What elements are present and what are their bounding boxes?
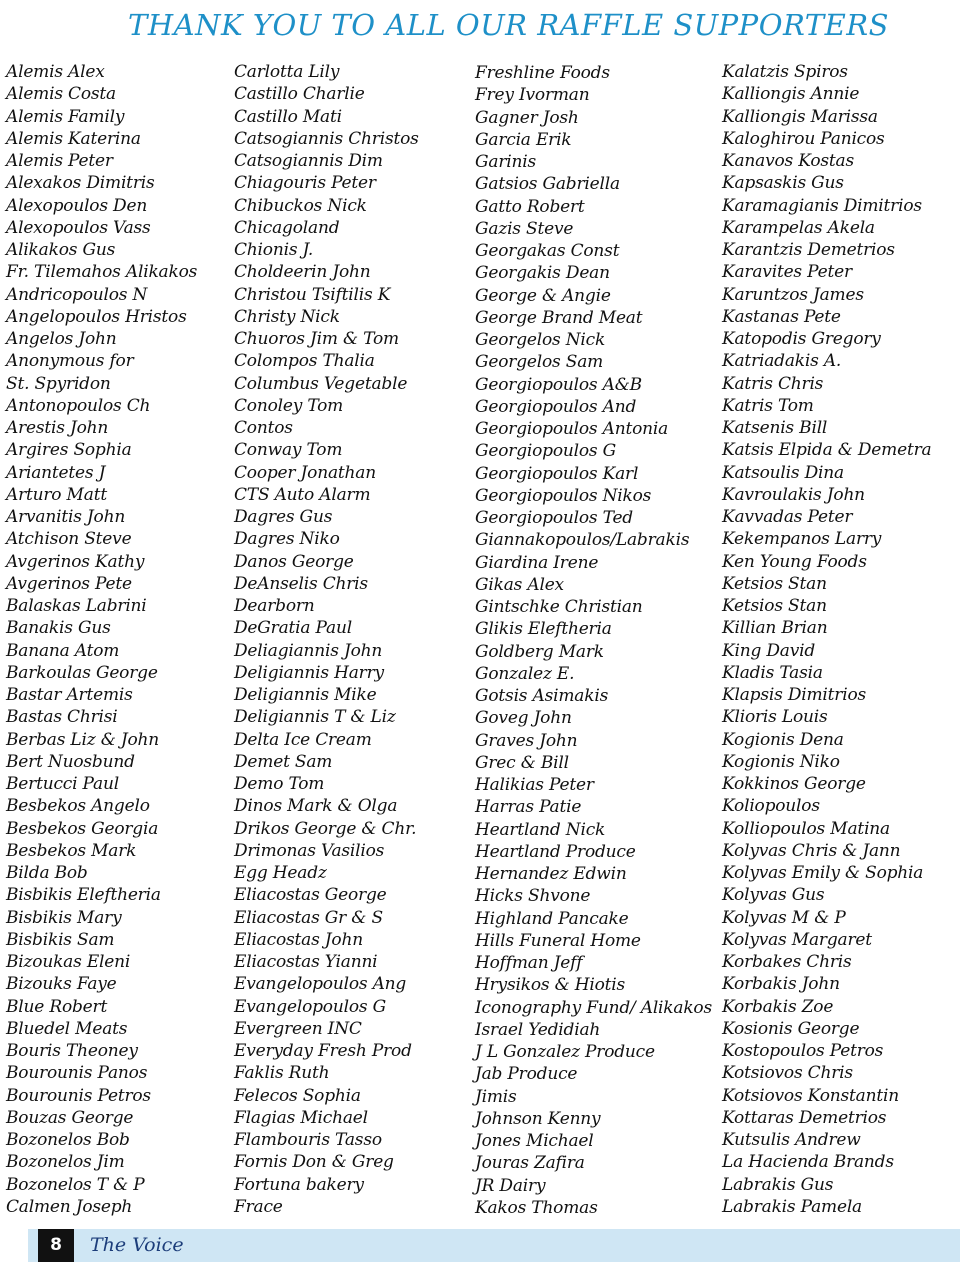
supporter-name: CTS Auto Alarm [234, 484, 371, 505]
supporter-name: Karamagianis Dimitrios [722, 195, 922, 216]
supporter-name: Gikas Alex [475, 574, 564, 595]
supporter-name: Goldberg Mark [475, 641, 604, 662]
supporter-name: Kotsiovos Chris [722, 1063, 853, 1084]
supporter-name: Bilda Bob [6, 863, 88, 883]
supporter-name: Labrakis Gus [722, 1174, 834, 1195]
supporter-name: Kastanas Pete [722, 306, 841, 327]
supporter-name: Bert Nuosbund [6, 751, 135, 772]
supporter-name: Garcia Erik [475, 129, 572, 150]
supporter-name: Kolyvas Margaret [722, 929, 872, 950]
supporter-name: Katris Tom [722, 395, 814, 416]
supporter-name: Kavvadas Peter [722, 507, 853, 527]
supporter-name: Klapsis Dimitrios [722, 685, 867, 705]
supporter-name: Heartland Produce [475, 841, 636, 862]
supporter-name: Faklis Ruth [234, 1063, 330, 1084]
supporter-name: Kalliongis Marissa [722, 106, 878, 127]
supporter-name: Fortuna bakery [234, 1174, 364, 1195]
supporter-name: Choldeerin John [234, 262, 371, 283]
supporter-name: Eliacostas Yianni [234, 952, 378, 972]
supporter-name: DeAnselis Chris [234, 573, 368, 594]
supporter-name: Conway Tom [234, 440, 343, 461]
supporter-name: Avgerinos Kathy [6, 551, 145, 572]
supporter-name: Cooper Jonathan [234, 462, 376, 483]
supporter-name: Georgiopoulos G [475, 441, 617, 462]
page-number: 8 [38, 1229, 74, 1262]
supporter-name: Hrysikos & Hiotis [475, 975, 626, 996]
supporter-name: Gatto Robert [475, 196, 585, 217]
supporter-name: Demo Tom [234, 774, 325, 794]
supporter-name: Bouris Theoney [6, 1041, 138, 1061]
supporter-name: Hernandez Edwin [475, 864, 627, 884]
supporter-name: Everyday Fresh Prod [234, 1041, 412, 1061]
supporter-name: Balaskas Labrini [6, 596, 147, 616]
supporter-name: Gazis Steve [475, 218, 574, 239]
supporter-name: Glikis Eleftheria [475, 619, 612, 640]
supporter-name: Egg Headz [234, 863, 327, 883]
supporter-name: Korbakis Zoe [722, 996, 834, 1017]
supporter-name: DeGratia Paul [234, 618, 352, 639]
supporter-name: Kosionis George [722, 1018, 860, 1039]
supporter-name: La Hacienda Brands [722, 1152, 894, 1173]
supporter-name: Koliopoulos [722, 796, 820, 817]
supporter-name: Hicks Shvone [475, 886, 591, 907]
page-title: THANK YOU TO ALL OUR RAFFLE SUPPORTERS [128, 8, 890, 42]
supporter-name: Kogionis Dena [722, 729, 844, 750]
supporter-name: Carlotta Lily [234, 62, 340, 82]
supporter-name: Kutsulis Andrew [722, 1130, 861, 1150]
supporter-name: Evangelopoulos G [234, 996, 386, 1017]
supporter-name: Contos [234, 418, 293, 438]
supporter-name: Anonymous for [6, 351, 134, 372]
supporters-column-1 [6, 61, 197, 1218]
supporter-name: Deliagiannis John [234, 640, 383, 661]
supporter-name: Korbakis John [722, 974, 840, 995]
supporter-name: Ken Young Foods [722, 551, 867, 572]
supporter-name: Ariantetes J [6, 462, 106, 483]
supporter-name: Kostopoulos Petros [722, 1041, 884, 1061]
supporter-name: Bisbikis Sam [6, 929, 115, 950]
supporter-name: Bastar Artemis [6, 685, 133, 705]
supporter-name: Harras Patie [475, 797, 582, 818]
supporter-name: Katriadakis A. [722, 351, 842, 372]
supporter-name: Christou Tsiftilis K [234, 284, 391, 305]
supporter-name: Georgiopoulos Ted [475, 508, 633, 528]
supporter-name: Calmen Joseph [6, 1196, 133, 1217]
supporter-name: Georgakis Dean [475, 263, 610, 284]
supporter-name: Bozonelos T & P [6, 1174, 145, 1195]
supporter-name: Alemis Katerina [6, 128, 141, 149]
supporter-name: Jab Produce [475, 1064, 578, 1085]
supporter-name: Kavroulakis John [722, 484, 865, 505]
supporter-name: Fornis Don & Greg [234, 1152, 394, 1173]
supporter-name: Castillo Mati [234, 106, 342, 127]
supporter-name: Killian Brian [722, 618, 828, 639]
supporter-name: Georgiopoulos Karl [475, 463, 639, 484]
supporter-name: Blue Robert [6, 996, 108, 1017]
supporter-name: Georgelos Nick [475, 330, 606, 350]
supporter-name: Jouras Zafira [475, 1153, 585, 1174]
supporter-name: Kolyvas Gus [722, 885, 825, 906]
supporter-name: Bourounis Petros [6, 1085, 151, 1106]
supporter-name: Columbus Vegetable [234, 373, 408, 394]
supporter-name: Gintschke Christian [475, 597, 643, 617]
supporter-name: Argires Sophia [6, 440, 132, 461]
supporter-name: Drikos George & Chr. [234, 818, 417, 839]
supporter-name: Katsoulis Dina [722, 462, 844, 483]
supporter-name: Karantzis Demetrios [722, 240, 895, 260]
supporter-name: Banakis Gus [6, 618, 111, 639]
supporter-name: Kogionis Niko [722, 751, 840, 772]
supporter-name: Evangelopoulos Ang [234, 974, 407, 995]
supporter-name: Avgerinos Pete [6, 573, 132, 594]
supporter-name: Alemis Costa [6, 84, 116, 105]
supporter-name: Demet Sam [234, 751, 333, 772]
supporter-name: Alemis Family [6, 106, 125, 127]
supporter-name: Chicagoland [234, 217, 340, 238]
supporter-name: Colompos Thalia [234, 351, 375, 372]
supporter-name: Georgiopoulos And [475, 396, 637, 417]
supporter-name: Besbekos Angelo [6, 796, 150, 817]
supporter-name: Kapsaskis Gus [722, 173, 844, 194]
supporter-name: Katopodis Gregory [722, 329, 881, 349]
supporters-column-4 [722, 61, 931, 1218]
supporter-name: Dinos Mark & Olga [234, 796, 398, 817]
supporter-name: Grec & Bill [475, 752, 569, 773]
supporter-name: Klioris Louis [722, 707, 828, 728]
supporter-name: Heartland Nick [475, 819, 606, 840]
supporter-name: Giardina Irene [475, 552, 599, 573]
supporter-name: Danos George [234, 551, 354, 572]
supporter-name: Alexopoulos Vass [6, 217, 151, 238]
supporter-name: Katris Chris [722, 373, 824, 394]
supporter-name: Karavites Peter [722, 262, 852, 283]
supporter-name: Freshline Foods [475, 63, 610, 83]
supporter-name: Bertucci Paul [6, 774, 119, 794]
supporter-name: Georgakas Const [475, 241, 620, 261]
supporter-name: Labrakis Pamela [722, 1196, 862, 1217]
supporter-name: Ketsios Stan [722, 596, 827, 616]
supporter-name: J L Gonzalez Produce [475, 1042, 655, 1062]
supporter-name: Arturo Matt [6, 484, 107, 505]
supporter-name: Johnson Kenny [475, 1108, 601, 1129]
supporter-name: Frey Ivorman [475, 85, 590, 106]
supporter-name: Kaloghirou Panicos [722, 128, 885, 149]
supporter-name: Hoffman Jeff [475, 953, 583, 973]
supporter-name: Angelopoulos Hristos [6, 306, 187, 327]
supporter-name: Gagner Josh [475, 107, 579, 128]
supporter-name: Kolliopoulos Matina [722, 818, 890, 839]
supporter-name: Atchison Steve [6, 529, 132, 550]
supporter-name: Alemis Alex [6, 62, 105, 82]
supporter-name: Korbakes Chris [722, 952, 852, 972]
supporter-name: Felecos Sophia [234, 1085, 361, 1106]
supporter-name: Karuntzos James [722, 284, 864, 305]
supporter-name: Catsogiannis Dim [234, 151, 383, 171]
supporter-name: Ketsios Stan [722, 573, 827, 594]
supporter-name: George Brand Meat [475, 307, 643, 328]
supporter-name: Kalliongis Annie [722, 84, 860, 105]
supporter-name: King David [722, 640, 816, 661]
supporter-name: Angelos John [6, 329, 117, 349]
supporter-name: Kottaras Demetrios [722, 1107, 887, 1128]
supporter-name: Chibuckos Nick [234, 195, 367, 216]
supporter-name: Highland Pancake [475, 908, 629, 929]
supporter-name: Bozonelos Jim [6, 1152, 125, 1173]
supporter-name: Evergreen INC [234, 1018, 362, 1039]
supporter-name: Kladis Tasia [722, 662, 823, 683]
supporter-name: Gonzalez E. [475, 663, 575, 684]
supporter-name: Israel Yedidiah [475, 1019, 601, 1040]
supporter-name: Eliacostas Gr & S [234, 907, 383, 928]
supporters-column-2 [234, 61, 419, 1218]
supporter-name: Alemis Peter [6, 151, 113, 171]
supporter-name: Bourounis Panos [6, 1063, 148, 1084]
supporter-name: Arestis John [6, 418, 109, 438]
supporter-name: Bozonelos Bob [6, 1130, 130, 1150]
supporter-name: Barkoulas George [6, 662, 158, 683]
supporter-name: Hills Funeral Home [475, 930, 641, 951]
supporter-name: Berbas Liz & John [6, 729, 159, 750]
supporter-name: Katsenis Bill [722, 418, 828, 438]
supporter-name: Besbekos Mark [6, 840, 137, 861]
supporter-name: Graves John [475, 730, 578, 751]
supporter-name: Chiagouris Peter [234, 173, 376, 194]
supporter-name: Besbekos Georgia [6, 818, 159, 839]
supporters-column-3 [475, 62, 712, 1219]
supporter-name: Gotsis Asimakis [475, 686, 609, 706]
supporter-name: Banana Atom [6, 640, 120, 661]
supporter-name: Iconography Fund/ Alikakos [475, 997, 712, 1018]
supporter-name: Castillo Charlie [234, 84, 365, 105]
supporter-name: Eliacostas John [234, 929, 363, 950]
supporter-name: Katsis Elpida & Demetra [722, 440, 932, 461]
supporter-name: Catsogiannis Christos [234, 128, 419, 149]
supporter-name: Georgiopoulos A&B [475, 374, 642, 395]
supporter-name: Bisbikis Mary [6, 907, 122, 928]
supporter-name: Delta Ice Cream [234, 729, 372, 750]
supporter-name: Arvanitis John [6, 507, 126, 527]
supporter-name: Kolyvas M & P [722, 907, 846, 928]
supporter-name: Bizouks Faye [6, 974, 117, 995]
supporter-name: Alikakos Gus [6, 240, 116, 260]
supporter-name: Kakos Thomas [475, 1197, 598, 1218]
supporter-name: Antonopoulos Ch [6, 395, 151, 416]
supporter-name: Giannakopoulos/Labrakis [475, 530, 690, 551]
supporter-name: Kolyvas Chris & Jann [722, 840, 901, 861]
supporter-name: Andricopoulos N [6, 284, 148, 305]
supporter-name: Drimonas Vasilios [234, 840, 385, 861]
supporter-name: Bisbikis Eleftheria [6, 885, 161, 906]
supporter-name: George & Angie [475, 285, 611, 306]
supporter-name: Chuoros Jim & Tom [234, 329, 399, 349]
supporter-name: Kolyvas Emily & Sophia [722, 863, 924, 883]
supporter-name: Goveg John [475, 708, 572, 729]
supporter-name: St. Spyridon [6, 373, 111, 394]
supporter-name: Bastas Chrisi [6, 707, 118, 728]
supporter-name: Dearborn [234, 596, 315, 616]
supporter-name: Flagias Michael [234, 1107, 368, 1128]
supporter-name: Jones Michael [475, 1131, 594, 1151]
supporter-name: Garinis [475, 152, 536, 172]
supporter-name: Jimis [475, 1086, 517, 1107]
supporter-name: Kalatzis Spiros [722, 62, 848, 82]
supporter-name: Fr. Tilemahos Alikakos [6, 262, 198, 283]
supporter-name: Kotsiovos Konstantin [722, 1085, 899, 1106]
supporter-name: Alexakos Dimitris [6, 173, 155, 194]
supporter-name: Deligiannis T & Liz [234, 707, 396, 728]
supporter-name: Kekempanos Larry [722, 529, 882, 550]
supporter-name: Flambouris Tasso [234, 1130, 382, 1150]
supporter-name: Dagres Niko [234, 529, 340, 550]
supporter-name: Christy Nick [234, 306, 340, 327]
supporter-name: Dagres Gus [234, 507, 333, 527]
supporter-name: Conoley Tom [234, 395, 344, 416]
supporter-name: Bouzas George [6, 1107, 134, 1128]
supporter-name: Eliacostas George [234, 885, 387, 906]
supporter-name: Gatsios Gabriella [475, 174, 620, 195]
supporter-name: Bluedel Meats [6, 1018, 128, 1039]
supporter-name: Bizoukas Eleni [6, 952, 131, 972]
supporter-name: Kanavos Kostas [722, 151, 854, 171]
supporter-name: Kokkinos George [722, 774, 866, 794]
supporter-name: Alexopoulos Den [6, 195, 148, 216]
supporter-name: Georgiopoulos Nikos [475, 485, 652, 506]
supporter-name: Chionis J. [234, 240, 314, 260]
supporter-name: Frace [234, 1196, 283, 1217]
supporter-name: Deligiannis Mike [234, 685, 377, 705]
supporter-name: JR Dairy [475, 1175, 546, 1196]
supporter-name: Georgelos Sam [475, 352, 604, 373]
supporter-name: Deligiannis Harry [234, 662, 384, 683]
supporter-name: Halikias Peter [475, 775, 594, 795]
publication-name: The Voice [90, 1234, 184, 1256]
supporter-name: Georgiopoulos Antonia [475, 419, 669, 439]
supporter-name: Karampelas Akela [722, 217, 875, 238]
